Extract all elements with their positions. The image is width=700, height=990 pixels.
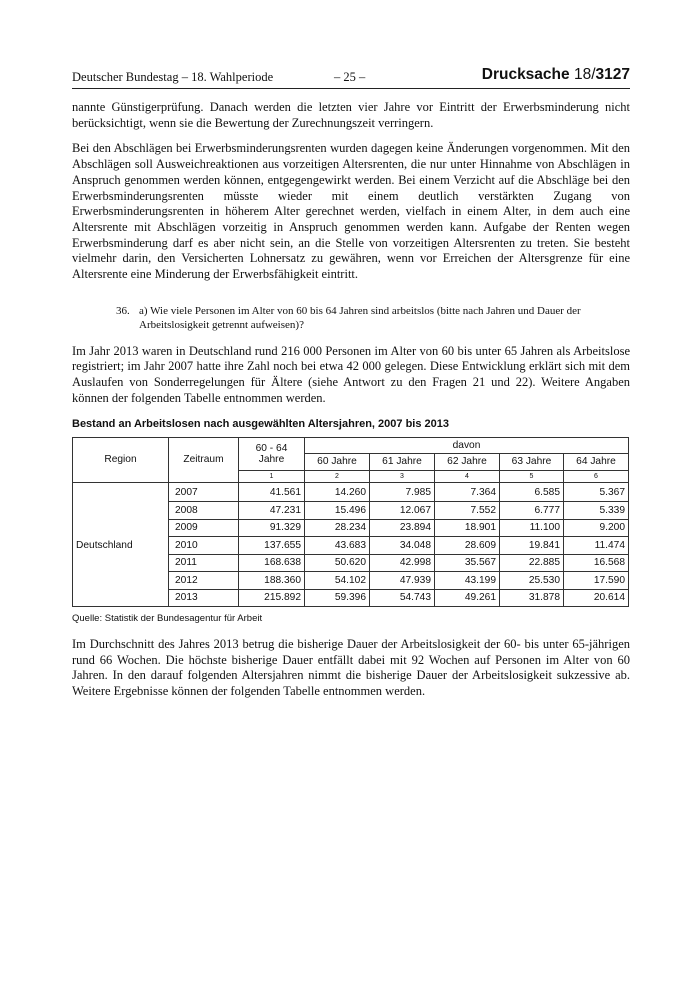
value-cell: 50.620 xyxy=(305,554,370,572)
header-age-61: 61 Jahre xyxy=(370,453,435,470)
value-cell: 19.841 xyxy=(500,537,564,555)
value-cell: 14.260 xyxy=(305,482,370,502)
column-index: 4 xyxy=(435,470,500,482)
value-cell: 20.614 xyxy=(564,589,629,607)
header-total: 60 - 64 Jahre xyxy=(239,437,305,470)
value-cell: 41.561 xyxy=(239,482,305,502)
value-cell: 6.777 xyxy=(500,502,564,520)
table-source: Quelle: Statistik der Bundesagentur für Arbeit xyxy=(72,613,263,625)
question-number: 36. xyxy=(116,304,130,317)
doc-period: 18/ xyxy=(573,66,596,83)
value-cell: 11.474 xyxy=(564,537,629,555)
value-cell: 28.234 xyxy=(305,519,370,537)
header-age-64: 64 Jahre xyxy=(564,453,629,470)
doc-number: 3127 xyxy=(595,66,630,83)
value-cell: 59.396 xyxy=(305,589,370,607)
value-cell: 47.939 xyxy=(370,572,435,590)
period-cell: 2009 xyxy=(169,519,239,537)
value-cell: 168.638 xyxy=(239,554,305,572)
column-index: 2 xyxy=(305,470,370,482)
period-cell: 2008 xyxy=(169,502,239,520)
period-cell: 2010 xyxy=(169,537,239,555)
value-cell: 17.590 xyxy=(564,572,629,590)
period-cell: 2007 xyxy=(169,482,239,502)
value-cell: 9.200 xyxy=(564,519,629,537)
question-36 xyxy=(72,304,630,332)
value-cell: 25.530 xyxy=(500,572,564,590)
value-cell: 23.894 xyxy=(370,519,435,537)
column-index: 3 xyxy=(370,470,435,482)
page-header xyxy=(72,66,630,89)
header-age-63: 63 Jahre xyxy=(500,453,564,470)
period-cell: 2013 xyxy=(169,589,239,607)
value-cell: 18.901 xyxy=(435,519,500,537)
question-text: a) Wie viele Personen im Alter von 60 bis 64 Jahren sind arbeitslos (bitte nach Jahren und Dauer der Arbeitslosigkeit getrennt aufweisen)? xyxy=(139,304,581,331)
period-cell: 2012 xyxy=(169,572,239,590)
value-cell: 7.552 xyxy=(435,502,500,520)
value-cell: 6.585 xyxy=(500,482,564,502)
paragraph-3: Im Jahr 2013 waren in Deutschland rund 216 000 Personen im Alter von 60 bis unter 65 Jahren als Arbeitslose registriert; im Jahr 2007 hatte ihre Zahl noch bei etwa 42 000 gelegen. Diese Entwicklung erklärt sich mit dem Auslaufen von Sonderregelungen für Ältere (siehe Antwort zu den Fragen 21 und 22). Weitere Angaben können der folgenden Tabelle entnommen werden. xyxy=(72,343,630,405)
paragraph-4: Im Durchschnitt des Jahres 2013 betrug die bisherige Dauer der Arbeitslosigkeit der 60- bis unter 65-jährigen rund 66 Wochen. Die höchste bisherige Dauer entfällt dabei mit 92 Wochen auf Personen im Alter von 60 Jahren. In den darauf folgenden Altersjahren nimmt die bisherige Dauer der Arbeitslosigkeit sukzessive ab. Weitere Ergebnisse können der folgenden Tabelle entnommen werden. xyxy=(72,637,630,699)
header-parliament: Deutscher Bundestag – 18. Wahlperiode xyxy=(72,70,274,84)
value-cell: 215.892 xyxy=(239,589,305,607)
value-cell: 54.102 xyxy=(305,572,370,590)
region-cell: Deutschland xyxy=(73,482,169,607)
value-cell: 12.067 xyxy=(370,502,435,520)
value-cell: 5.339 xyxy=(564,502,629,520)
value-cell: 28.609 xyxy=(435,537,500,555)
unemployment-table xyxy=(72,437,629,608)
column-index: 1 xyxy=(239,470,305,482)
value-cell: 54.743 xyxy=(370,589,435,607)
paragraph-1: nannte Günstigerprüfung. Danach werden die letzten vier Jahre vor Eintritt der Erwerbsminderung nicht berücksichtigt, wenn sie die Bewertung der Zurechnungszeit verringern. xyxy=(72,100,630,130)
value-cell: 42.998 xyxy=(370,554,435,572)
value-cell: 15.496 xyxy=(305,502,370,520)
table-row xyxy=(73,482,629,502)
period-cell: 2011 xyxy=(169,554,239,572)
value-cell: 35.567 xyxy=(435,554,500,572)
header-page-number: – 25 – xyxy=(334,70,366,84)
header-region: Region xyxy=(73,437,169,482)
value-cell: 188.360 xyxy=(239,572,305,590)
value-cell: 49.261 xyxy=(435,589,500,607)
value-cell: 11.100 xyxy=(500,519,564,537)
doc-label: Drucksache xyxy=(481,66,570,83)
header-document-number xyxy=(482,66,630,84)
value-cell: 34.048 xyxy=(370,537,435,555)
value-cell: 137.655 xyxy=(239,537,305,555)
value-cell: 47.231 xyxy=(239,502,305,520)
value-cell: 91.329 xyxy=(239,519,305,537)
header-age-60: 60 Jahre xyxy=(305,453,370,470)
value-cell: 7.364 xyxy=(435,482,500,502)
value-cell: 5.367 xyxy=(564,482,629,502)
document-page xyxy=(72,66,630,700)
header-period: Zeitraum xyxy=(169,437,239,482)
value-cell: 7.985 xyxy=(370,482,435,502)
table-title: Bestand an Arbeitslosen nach ausgewählten Altersjahren, 2007 bis 2013 xyxy=(72,417,449,430)
header-age-62: 62 Jahre xyxy=(435,453,500,470)
value-cell: 22.885 xyxy=(500,554,564,572)
value-cell: 43.199 xyxy=(435,572,500,590)
value-cell: 31.878 xyxy=(500,589,564,607)
value-cell: 16.568 xyxy=(564,554,629,572)
paragraph-2: Bei den Abschlägen bei Erwerbsminderungsrenten wurden dagegen keine Änderungen vorgenommen. Mit den Abschlägen soll Ausweichreaktionen aus vorzeitigen Altersrenten, die nur unter Hinnahme von Abschlägen in Anspruch genommen werden können, entgegengewirkt werden. Bei einem Verzicht auf die Abschläge bei den Erwerbsminderungsrenten müsste wieder mit einem deutlich verstärkten Zugang von Erwerbsminderungsrenten in höherem Alter gerechnet werden, vielfach in einem Alter, in dem auch eine Altersrente mit Abschlägen vorzeitig in Anspruch genommen werden kann. Aufgabe der Renten wegen Erwerbsminderung darf es aber nicht sein, an die Stelle von vorzeitigen Altersrenten zu treten. Sie besteht vielmehr darin, den Versicherten Lohnersatz zu gewähren, wenn vor Erreichen der Altersgrenze für eine Altersrente eine Minderung der Erwerbsfähigkeit eintritt. xyxy=(72,141,630,282)
column-index: 5 xyxy=(500,470,564,482)
value-cell: 43.683 xyxy=(305,537,370,555)
header-davon: davon xyxy=(305,437,629,453)
column-index: 6 xyxy=(564,470,629,482)
